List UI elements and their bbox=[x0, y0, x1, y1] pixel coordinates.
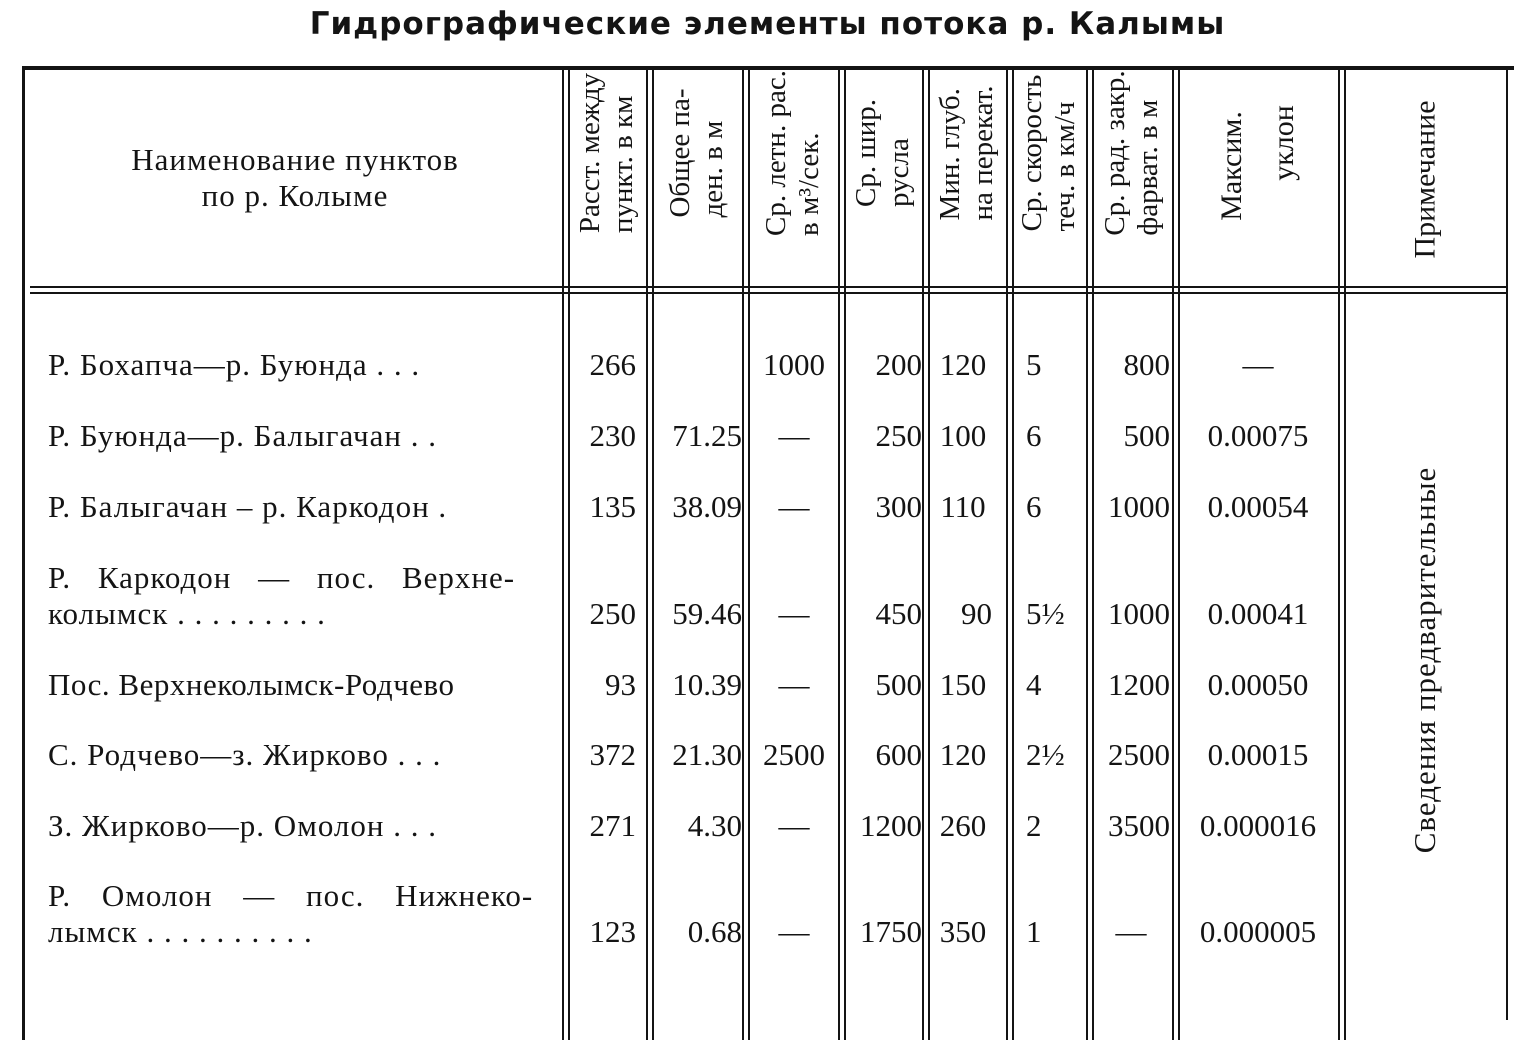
header-flow bbox=[748, 72, 838, 290]
header-width bbox=[844, 72, 922, 290]
header-flow-l2: в м³/сек. bbox=[793, 132, 825, 236]
cell-slope: 0.00041 bbox=[1207, 596, 1309, 631]
header-fall-l2: ден. в м bbox=[697, 120, 729, 218]
cell-depth: 120 bbox=[939, 737, 987, 772]
cell-speed: 6 bbox=[1026, 489, 1042, 524]
cell-radius: 1200 bbox=[1108, 667, 1170, 702]
header-width-l2: русла bbox=[883, 138, 915, 207]
cell-radius: — bbox=[1115, 914, 1147, 949]
header-rule-2 bbox=[30, 292, 1506, 294]
cell-fall: 0.68 bbox=[687, 914, 742, 949]
col-divider bbox=[646, 68, 648, 1040]
table-row-name: З. Жирково—р. Омолон . . . bbox=[48, 808, 437, 843]
cell-speed: 1 bbox=[1026, 914, 1042, 949]
cell-distance: 266 bbox=[589, 347, 636, 382]
header-note-l1: Примечание bbox=[1408, 100, 1442, 259]
note-column bbox=[1344, 300, 1506, 1020]
header-name-line1: Наименование пунктов bbox=[131, 142, 459, 177]
header-note bbox=[1344, 72, 1506, 290]
header-distance bbox=[568, 72, 646, 290]
cell-distance: 271 bbox=[589, 808, 636, 843]
cell-distance: 135 bbox=[589, 489, 636, 524]
col-divider bbox=[1086, 68, 1088, 1040]
cell-distance: 93 bbox=[605, 667, 636, 702]
table-row-name: Р. Бохапча—р. Буюнда . . . bbox=[48, 347, 421, 382]
cell-slope: 0.000005 bbox=[1199, 914, 1317, 949]
cell-depth: 90 bbox=[961, 596, 992, 631]
cell-flow: — bbox=[778, 667, 810, 702]
cell-speed: 5½ bbox=[1026, 596, 1065, 631]
cell-depth: 120 bbox=[939, 347, 987, 382]
table-title: Гидрографические элементы потока р. Калымы bbox=[309, 6, 1226, 42]
header-radius-l1: Ср. рад. закр. bbox=[1099, 70, 1131, 236]
header-slope bbox=[1178, 72, 1338, 290]
col-divider bbox=[1338, 68, 1340, 1040]
cell-depth: 150 bbox=[939, 667, 987, 702]
cell-speed: 6 bbox=[1026, 418, 1042, 453]
cell-depth: 100 bbox=[939, 418, 987, 453]
cell-speed: 4 bbox=[1026, 667, 1042, 702]
table-row-name: Р. Буюнда—р. Балыгачан . . bbox=[48, 418, 437, 453]
header-distance-l2: пункт. в км bbox=[607, 95, 639, 234]
col-divider bbox=[922, 68, 924, 1040]
row-name-line2: лымск . . . . . . . . . . bbox=[48, 914, 313, 949]
cell-slope: 0.00050 bbox=[1207, 667, 1309, 702]
cell-flow: 1000 bbox=[763, 347, 825, 382]
col-divider bbox=[1006, 68, 1008, 1040]
table-row-name: Пос. Верхнеколымск-Родчево bbox=[48, 667, 455, 702]
cell-slope: 0.00015 bbox=[1207, 737, 1309, 772]
cell-slope: 0.000016 bbox=[1199, 808, 1317, 843]
header-depth-l2: на перекат. bbox=[967, 85, 999, 221]
cell-slope: — bbox=[1242, 347, 1274, 382]
cell-radius: 3500 bbox=[1108, 808, 1170, 843]
cell-fall: 4.30 bbox=[687, 808, 742, 843]
cell-width: 1200 bbox=[860, 808, 922, 843]
cell-radius: 1000 bbox=[1108, 596, 1170, 631]
header-name bbox=[30, 142, 560, 214]
header-fall bbox=[652, 72, 742, 290]
col-divider bbox=[1172, 68, 1174, 1040]
cell-flow: — bbox=[778, 596, 810, 631]
cell-distance: 123 bbox=[589, 914, 636, 949]
header-width-l1: Ср. шир. bbox=[850, 99, 882, 207]
cell-width: 300 bbox=[875, 489, 922, 524]
cell-flow: — bbox=[778, 489, 810, 524]
header-speed bbox=[1012, 72, 1086, 290]
cell-flow: — bbox=[778, 914, 810, 949]
cell-depth: 350 bbox=[939, 914, 987, 949]
table-row-name: Р. Балыгачан – р. Каркодон . bbox=[48, 489, 448, 524]
header-slope-l2: уклон bbox=[1267, 105, 1300, 181]
table-row-name bbox=[48, 878, 553, 950]
row-name-line1: Р. Омолон — пос. Нижнеко- bbox=[48, 878, 534, 913]
header-flow-l1: Ср. летн. рас. bbox=[760, 70, 792, 236]
header-speed-l2: теч. в км/ч bbox=[1049, 101, 1081, 232]
col-divider bbox=[742, 68, 744, 1040]
cell-width: 500 bbox=[875, 667, 922, 702]
cell-width: 450 bbox=[875, 596, 922, 631]
right-border bbox=[1506, 68, 1508, 1020]
cell-radius: 1000 bbox=[1108, 489, 1170, 524]
cell-width: 250 bbox=[875, 418, 922, 453]
header-fall-l1: Общее па- bbox=[664, 88, 696, 218]
header-radius bbox=[1092, 72, 1172, 290]
cell-slope: 0.00054 bbox=[1207, 489, 1309, 524]
cell-depth: 110 bbox=[940, 489, 986, 524]
left-border bbox=[22, 68, 25, 1040]
header-speed-l1: Ср. скорость bbox=[1016, 74, 1048, 232]
header-depth bbox=[928, 72, 1006, 290]
row-name-line2: колымск . . . . . . . . . bbox=[48, 596, 326, 631]
header-slope-l1: Максим. bbox=[1215, 111, 1248, 221]
cell-distance: 250 bbox=[589, 596, 636, 631]
cell-width: 1750 bbox=[860, 914, 922, 949]
cell-fall: 71.25 bbox=[672, 418, 742, 453]
cell-depth: 260 bbox=[939, 808, 987, 843]
cell-fall: 21.30 bbox=[672, 737, 742, 772]
cell-flow: — bbox=[778, 808, 810, 843]
header-name-line2: по р. Колыме bbox=[201, 178, 389, 213]
cell-width: 600 bbox=[875, 737, 922, 772]
cell-radius: 500 bbox=[1123, 418, 1170, 453]
table-row-name: С. Родчево—з. Жирково . . . bbox=[48, 737, 442, 772]
cell-fall: 59.46 bbox=[672, 596, 742, 631]
cell-speed: 5 bbox=[1026, 347, 1042, 382]
header-radius-l2: фарват. в м bbox=[1132, 99, 1164, 236]
col-divider bbox=[562, 68, 564, 1040]
header-depth-l1: Мин. глуб. bbox=[934, 88, 966, 221]
cell-speed: 2½ bbox=[1026, 737, 1065, 772]
cell-radius: 2500 bbox=[1108, 737, 1170, 772]
row-name-line1: Р. Каркодон — пос. Верхне- bbox=[48, 560, 516, 595]
cell-flow: — bbox=[778, 418, 810, 453]
cell-distance: 372 bbox=[589, 737, 636, 772]
header-distance-l1: Расст. между bbox=[574, 72, 606, 234]
cell-distance: 230 bbox=[589, 418, 636, 453]
cell-flow: 2500 bbox=[763, 737, 825, 772]
cell-radius: 800 bbox=[1123, 347, 1170, 382]
note-text: Сведения предварительные bbox=[1407, 466, 1442, 854]
cell-width: 200 bbox=[875, 347, 922, 382]
col-divider bbox=[838, 68, 840, 1040]
cell-slope: 0.00075 bbox=[1207, 418, 1309, 453]
cell-speed: 2 bbox=[1026, 808, 1042, 843]
table-row-name bbox=[48, 560, 553, 632]
cell-fall: 10.39 bbox=[672, 667, 742, 702]
cell-fall: 38.09 bbox=[672, 489, 742, 524]
